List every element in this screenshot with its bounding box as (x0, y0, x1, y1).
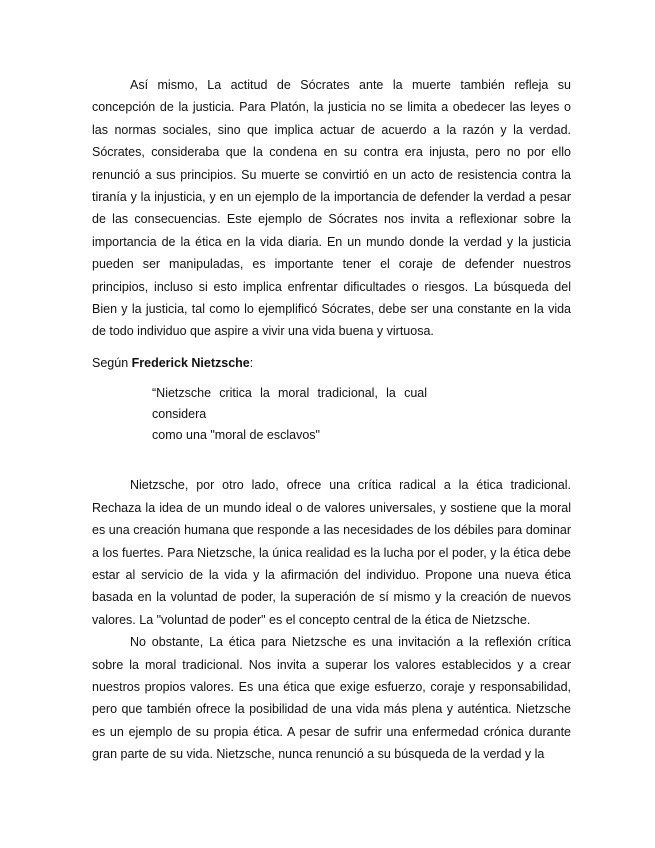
paragraph-nietzsche-2: No obstante, La ética para Nietzsche es una invitación a la reflexión crítica sobre la moral tradicional. Nos invita a superar los valores establecidos y a crear nuestros propios valores. Es una ética que exige esfuerzo, coraje y responsabilidad, pero que también ofrece la posibilidad de una vida más plena y auténtica. Nietzsche es un ejemplo de su propia ética. A pesar de sufrir una enfermedad crónica durante gran parte de su vida. Nietzsche, nunca renunció a su búsqueda de la verdad y la (92, 635, 571, 762)
quote-line-1: “Nietzsche critica la moral tradicional, la cual considera (152, 386, 427, 422)
block-quote (92, 383, 427, 446)
paragraph-spacer (92, 446, 571, 474)
heading-author-name: Frederick Nietzsche (131, 355, 250, 370)
paragraph-socrates: Así mismo, La actitud de Sócrates ante la muerte también refleja su concepción de la justicia. Para Platón, la justicia no se limita a obedecer las leyes o las normas sociales, sino que implica actuar de acuerdo a la razón y la verdad. Sócrates, consideraba que la condena en su contra era injusta, pero no por ello renunció a sus principios. Su muerte se convirtió en un acto de resistencia contra la tiranía y la injusticia, y en un ejemplo de la importancia de defender la verdad a pesar de las consecuencias. Este ejemplo de Sócrates nos invita a reflexionar sobre la importancia de la ética en la vida diaria. En un mundo donde la verdad y la justicia pueden ser manipuladas, es importante tener el coraje de defender nuestros principios, incluso si esto implica enfrentar dificultades o riesgos. La búsqueda del Bien y la justicia, tal como lo ejemplificó Sócrates, debe ser una constante en la vida de todo individuo que aspire a vivir una vida buena y virtuosa. (92, 78, 571, 339)
paragraph-nietzsche-1: Nietzsche, por otro lado, ofrece una crítica radical a la ética tradicional. Rechaza la idea de un mundo ideal o de valores universales, y sostiene que la moral es una creación humana que responde a las necesidades de los débiles para dominar a los fuertes. Para Nietzsche, la única realidad es la lucha por el poder, y la ética debe estar al servicio de la vida y la afirmación del individuo. Propone una nueva ética basada en la voluntad de poder, la superación de sí mismo y la creación de nuevos valores. La "voluntad de poder" es el concepto central de la ética de Nietzsche. (92, 478, 571, 627)
heading-prefix: Según (92, 355, 132, 370)
quote-line-2: como una "moral de esclavos" (152, 428, 320, 443)
section-heading (92, 352, 571, 374)
text-column (92, 74, 571, 766)
heading-suffix: : (249, 355, 254, 370)
